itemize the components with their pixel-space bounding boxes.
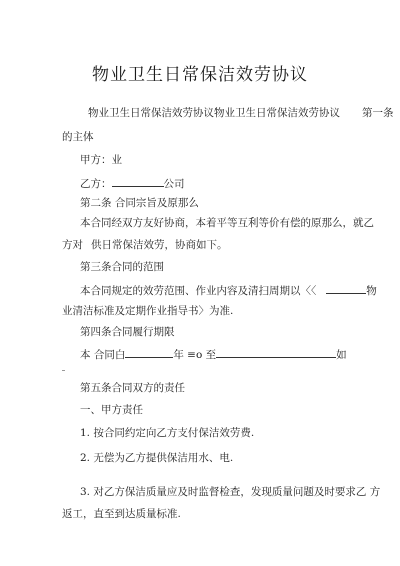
article-2-p2-start: 方对 (62, 239, 83, 251)
party-b-line (80, 176, 185, 191)
article-3-p1-end: 物 (366, 285, 377, 297)
article-3-paragraph-1 (80, 283, 377, 298)
intro-text: 物业卫生日常保洁效劳协议物业卫生日常保洁效劳协议 (88, 107, 340, 119)
blank-underline (216, 347, 336, 358)
article-4-term-line (80, 347, 347, 362)
blank-underline (326, 283, 366, 294)
term-middle-label: 年 ≡o 至 (173, 349, 217, 361)
article-4-heading: 第四条合同履行期限 (80, 326, 175, 338)
party-b-label: 乙方： (80, 178, 112, 190)
term-start-label: 本 合同白 (80, 349, 126, 361)
article-5-heading: 第五条合同双方的责任 (80, 382, 185, 394)
party-a-line: 甲方：业 (80, 154, 122, 166)
stray-mark (62, 370, 65, 371)
party-a-duties-heading: 一、甲方责任 (80, 404, 143, 416)
party-b-suffix: 公司 (163, 178, 185, 190)
article-2-heading: 第二条 合同宗旨及原那么 (80, 197, 199, 209)
term-end-label: 如 (336, 349, 347, 361)
document-title: 物业卫生日常保洁效劳协议 (92, 65, 308, 85)
intro-line (88, 106, 394, 120)
blank-underline (112, 176, 164, 187)
duty-item-3-continued: 返工，直至到达质量标准. (62, 508, 181, 520)
subject-line: 的主体 (62, 131, 94, 143)
article-3-paragraph-2: 业清洁标准及定期作业指导书〉为准. (62, 305, 234, 317)
article-2-paragraph-1: 本合同经双方友好协商，本着平等互利等价有偿的原那么，就乙 (80, 217, 374, 229)
duty-item-3: 3. 对乙方保洁质量应及时监督检查，发现质量问题及时要求乙 方 (80, 486, 381, 498)
blank-underline (125, 347, 173, 358)
article-1-heading: 第一条 (362, 107, 394, 119)
article-3-heading: 第三条合同的范围 (80, 261, 164, 273)
article-3-p1-text: 本合同规定的效劳范围、作业内容及清扫周期以〈〈 (80, 285, 317, 297)
duty-item-1: 1. 按合同约定向乙方支付保洁效劳费. (80, 427, 255, 439)
article-2-p2-end: 供日常保洁效劳，协商如下。 (91, 239, 228, 251)
duty-item-2: 2. 无偿为乙方提供保洁用水、电. (80, 452, 234, 464)
article-2-paragraph-2 (62, 238, 228, 252)
